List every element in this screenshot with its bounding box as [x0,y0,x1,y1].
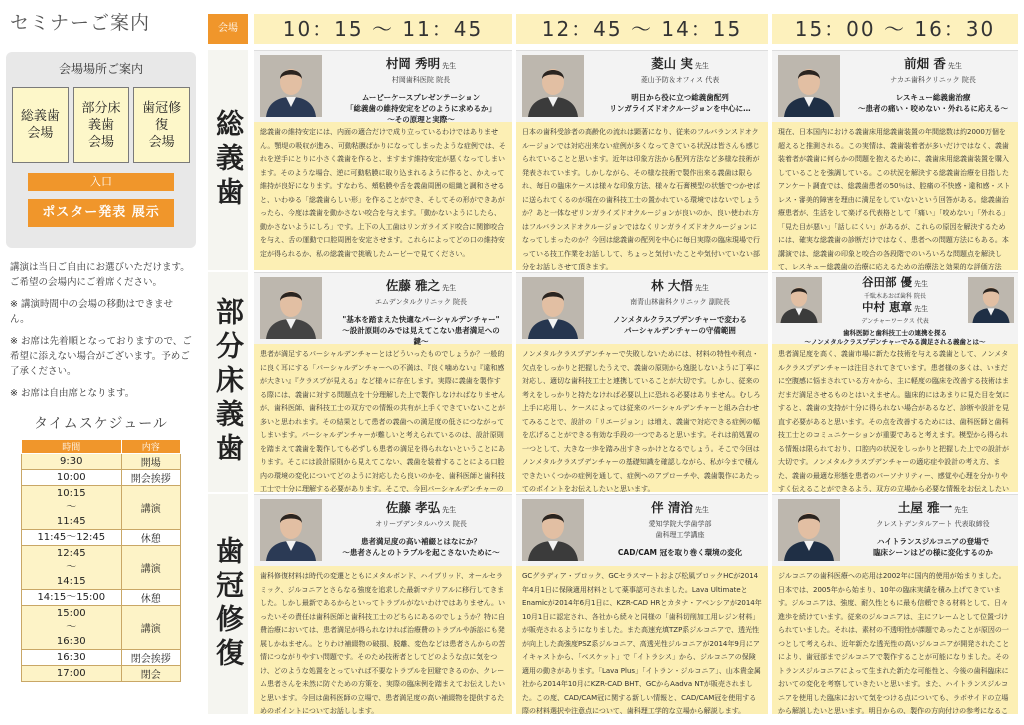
schedule-row [22,590,181,606]
lecture-abstract: 総義歯の維持安定には、内面の適合だけで成り立っているわけではありません。顎堤の吸収が進み、可動粘膜ばかりになってしまったような症例では、それを逆手にとりに小さく義歯を作ると、ますます維持安定が悪くなってしまいます。そのような場合、逆に可動粘膜に取り込まれるように作ると、かえって維持が良好になります。すなわち、頬粘膜や舌を義歯周囲の組織と調和させると、いわゆる「総義歯らしい形」を作ることができ、そしてその形ができあがったら、今度は義歯を動かさない咬合を与えます。「動かないようにしたら、動かさないようにしろ」です。上下の人工歯はリンガライズド咬合に関節咬合を与え、舌の運動で口腔周囲を安定させます。これらによってどの口の維持安定が得られるか、私の総義歯で挑戦したムービーで見てください。 [254,122,512,270]
speaker-name [854,500,1012,518]
lecture-topic: 歯科医師と歯科技工士の連携を探る 〜ノンメタルクラスプデンチャーでみる満足される義歯とは〜 [804,329,986,346]
schedule-time: 16:30 [22,650,122,666]
speaker-photo [776,277,822,323]
speaker-photo [522,277,584,339]
lecture-abstract: 日本の歯科受診者の高齢化の流れは顕著になり、従来のフルバランスドオクルージョンでは対応出来ない症例が多くなってきている状況は皆さんも感じられていることと思います。近年は印象方法から配列方法など多様な技術が発表されています。しかしながら、その様な技術で製作出来る義歯は限られ、毎日の臨床ケースは様々な印象方法、様々な石膏模型の状態でつかせばに送られてくるのが現在の歯科技工士の置かれている環境ではないでしょうか？あと一体なぜリンガライズドオクルージョンが良いのか、良い使われ方はフルバランスドオクルージョンではなくリンガライズドオクルージョンになってしまったのか？今回は総義歯の配列を中心に毎日実際の臨床現場で行っている技工作業をお話しして、ちょっと気付いたことや気付いていない部分をお話しさせて頂きます。 [516,122,768,270]
schedule-time: 17:00 [22,666,122,682]
speaker-honorific: 先生 [914,280,928,288]
lecture-topic: 明日から役に立つ総義歯配列 リンガライズドオクルージョンを中心に… [609,93,751,113]
seminar-title: セミナーご案内 [10,12,151,34]
speaker-header [516,494,768,566]
schedule-row [22,650,181,666]
speaker-photo [522,55,584,117]
session-card[interactable] [254,50,512,270]
lecture-topic: レスキュー総義歯治療 〜患者の痛い・咬めない・外れるに応える〜 [858,93,1008,113]
venue-header-label: 会場 [208,14,248,44]
time-slot-2: 12：45 〜 14：15 [516,14,768,44]
speaker-photo [968,277,1014,323]
speaker-name [828,301,962,316]
speaker-name-text: 林 大悟 [651,278,693,293]
schedule-row [22,666,181,682]
session-card[interactable] [254,272,512,492]
note-item: ※ 講演時間中の会場の移動はできません。 [10,299,173,325]
row-label-full-denture [208,50,248,270]
notes [6,260,196,401]
poster-exhibit-label: ポスター発表 展示 [28,199,174,227]
schedule-body [22,454,181,682]
lecture-abstract: 患者満足度を高く、義歯市場に新たな技術を与える義歯として、ノンメタルクラスプデンチャーは注目されてきています。患者様の多くは、いまだに空腹感に悩まされている方々から、主に軽度の臨床を改善する技術はまだまだ満足させるものとはいえません。臨床的にはあまりに見た目を気にすると、義歯の支持が十分に得られない場合があるなど、診断や設計を見直す必要があると思います。その点を改善するためには、歯科医師と歯科技工士とのコミュニケーションが重要であると考えます。模型から得られる情報は限られており、口腔内の状況をしっかりと把握した上での設計が大切です。ノンメタルクラスプデンチャーの適応症や設計の考え方、また、義歯の最適な形態を患者のパーソナリティー、感覚や心理を分かりやすく伝えることができるよう、双方の立場から必要な情報をお伝えしたい [772,344,1018,492]
schedule-time: 10:00 [22,470,122,486]
speaker-header [772,50,1018,122]
speaker-honorific: 先生 [954,506,969,514]
lecture-abstract: 患者が満足するパーシャルデンチャーとはどういったものでしょうか？一般的に良く耳にする「パーシャルデンチャーへの不満は、『良く噛めない』『違和感が大きい』『クラスプが見える』など様々に存在します。実際に義歯を製作する際には、義歯に対する問題点を十分理解した上で製作しなければなりませんが、歯科医師、歯科技工士の双方での情報の共有が上手くできていないことが多いと思われます。その結果として患者の義歯への満足度の低さにつながってしまいます。パーシャルデンチャーが難しいと考えられているのは、設計原則を踏まえて義歯を製作しても必ずしも患者の満足を得られないということにあります。そこには設計原則から見えてこない、義歯を装着することによる口腔内の環境の変化についてどのように対応したら良いのかを、歯科医師と歯科技工士で十分に理解する必要があります。そこで、今回パーシャルデンチャーの [254,344,512,492]
lecture-topic: ムービーケースプレゼンテーション 「総義歯の維持安定をどのように求めるか」 〜その原理と実際〜 [346,93,496,124]
schedule-content: 講演 [121,606,180,650]
left-panel [6,8,196,720]
speaker-affiliation: デンチャーワークス 代表 [861,318,929,325]
speaker-affiliation: エムデンタルクリニック 院長 [374,298,468,306]
speaker-header [516,272,768,344]
speaker-honorific: 先生 [947,62,962,70]
schedule-time: 12:45 〜 14:15 [22,546,122,590]
entrance-label: 入口 [28,173,174,191]
speaker-name [336,56,506,74]
schedule-time: 15:00 〜 16:30 [22,606,122,650]
schedule-header-content: 内容 [121,440,180,454]
row-label-partial-denture [208,272,248,492]
session-card[interactable] [772,494,1018,714]
lecture-abstract: GCグラディア・ブロック、GCセラスマートおよび松風ブロックHCが2014年4月1日に保険適用材料として薬事認可されました。Lava UltimateとEnamicが2014年6月1日に、KZR-CAD HRとカタナ・アベンシアが2014年10月1日に認定され、各社から続々と同様の「歯科切削加工用レジン材料」が販売されるようになりました。また高速充填TZP系ジルコニアで、透光性が向上した高強度PSZ系ジルコニア、高透光性ジルコニアが2014年9月にアイキャストから、「ベスケット」で「イトラシス」から、ジルコニアの保険適用の動きがあります。「Lava Plus」「イトラン・ジルコニア」、山本貴金属社から2014年10月にKZR-CAD BHT、GCからAadva NTが販売されました。この度、CAD/CAM冠に関する新しい情報と、CAD/CAM冠を使用する際の材料選択や注意点について、歯科理工学的な立場から解説します。 [516,566,768,714]
row-label-text: 部分床義歯 [212,297,245,467]
schedule-row [22,530,181,546]
speaker-name-text: 前畑 香 [904,56,946,71]
lecture-abstract: 現在、日本国内における義歯床用総義歯装置の年間総数は約2000万個を超えると推測される。この実情は、義歯装着者が多いだけではなく、義歯装着者が義歯に何らかの問題を抱えるために、義歯床用総義歯装置を購入していることを強調している。この状況を解決する総義歯治療を目指したアンケート調査では、総義歯患者の50％は、腔痛の不快感・違和感・ストレス・審美的障害を理由に満足をしていないという回答がある。総義歯治療患者が、生活をして楽げる代表格として「痛い」「咬めない」「外れる」「見た目が悪い」「話しにくい」があるが、これらの原因を解決するためには、確実な総義歯の診断だけではなく、患者への問題方法にもある。本講演では、総義歯の印象と咬合の各段階でのいろいろな問題点を解決して、レスキュー総義歯の治療に応えるための治療法と効果的な評価方法 [772,122,1018,270]
speaker-affiliation: クレストデンタルアート 代表取締役 [876,520,990,528]
speaker-header [516,50,768,122]
schedule-content: 講演 [121,546,180,590]
speaker-name [336,500,506,518]
speaker-honorific: 先生 [694,62,709,70]
speaker-name-text: 村岡 秀明 [385,56,441,71]
session-card[interactable] [516,272,768,492]
speaker-name [854,56,1012,74]
speaker-header [254,494,512,566]
lecture-abstract: ジルコニアの歯科医療への応用は2002年に国内的使用が始まりました。日本では、2005年から始まり、10年の臨床実績を積み上げてきています。ジルコニアは、強度、耐久性ともに最も信頼できる材料として、日々進歩を続けています。従来のジルコニアは、主にフレームとして位置づけられていました。それは、素材の不透明性が課題であったことが原因の一つとして考えられ、近年新たな透光性の高いジルコニアが開発されたことにより、歯冠部までジルコニアで製作することが可能になりました。そのトランスジルコニアによって生まれた新たな可能性と、今後の歯科臨床においての変化を考察していきたいと思います。また、ハイトランスジルコニアを使用した臨床において気をつける点についても、ラボサイドの立場から解説したいと思います。明日からの、製作の方向付けの参考になるこ [772,566,1018,714]
schedule-content: 講演 [121,486,180,530]
speaker-affiliation: 千駄木あおば歯科 院長 [864,293,926,300]
speaker-photo [778,499,840,561]
schedule-row [22,486,181,530]
schedule-row [22,470,181,486]
row-label-text: 総義歯 [212,109,245,211]
schedule-table [21,439,181,682]
speaker-affiliation: 愛知学院大学歯学部 歯科理工学講座 [648,520,712,539]
speaker-honorific: 先生 [442,506,457,514]
speaker-header [254,272,512,344]
session-card[interactable] [772,272,1018,492]
speaker-photo [260,499,322,561]
speaker-honorific: 先生 [694,284,709,292]
lecture-topic: ノンメタルクラスプデンチャーで変わる パーシャルデンチャーの守備範囲 [613,315,747,335]
schedule-content: 開会挨拶 [121,470,180,486]
lecture-topic: "基本を踏まえた快適なパーシャルデンチャー" 〜設計原則のみでは見えてこない患者満足への鍵〜 [342,315,500,346]
speaker-honorific: 先生 [914,305,928,313]
speaker-header [254,50,512,122]
venue-map [6,52,196,248]
lecture-topic: 患者満足度の高い補綴とはなにか？ 〜患者さんとのトラブルを起こさないために〜 [342,537,500,557]
schedule-content: 休憩 [121,530,180,546]
speaker-photo [260,55,322,117]
speaker-affiliation: オリーブデンタルハウス 院長 [375,520,467,528]
note-item: 講演は当日ご自由にお選びいただけます。ご希望の会場内にご着席ください。 [10,262,190,288]
speaker-header [772,494,1018,566]
schedule-row [22,454,181,470]
note-item: ※ お席は先着順となっておりますので、ご希望に添えない場合がございます。予めご了承ください。 [10,336,192,377]
schedule-content: 閉会挨拶 [121,650,180,666]
speaker-affiliation: 南青山林歯科クリニック 副院長 [630,298,730,306]
speaker-names [828,276,962,326]
speaker-affiliation: 菱山予防＆オフィス 代表 [640,76,720,84]
schedule-time: 10:15 〜 11:45 [22,486,122,530]
session-card[interactable] [254,494,512,714]
row-label-text: 歯冠修復 [212,536,245,672]
lecture-abstract: 歯科修復材料は時代の変遷とともにメタルボンド、ハイブリッド、オールセラミック、ジルコニアとさらなる強度を追求した最新マテリアルに移行してきました。しかし最新であるからといってトラブルがないわけではありません。いったいその責任は歯科医師と歯科技工士のどちらにあるのでしょうか？特に自費治療においては、患者満足が得られなければ治療費のトラブルや訴訟にも発展しかねません。とりわけ補綴物の破損、脱離、変色などは患者さんからの苦情につながりやすい問題です。そのため技術者としてどのような点に気をつけ、どのような処置をとっていれば不要なトラブルを回避できるのか、クレーム患者さんを未然に防ぐための方策を、実際の臨床例を踏まえてお伝えしたいと思います。今回は歯科医師の立場で、患者満足度の高い補綴物を提供するためのポイントについてお話しします。 [254,566,512,714]
lecture-topic: ハイトランスジルコニアの登場で 臨床シーンはどの様に変化するのか [873,537,993,557]
schedule-content: 休憩 [121,590,180,606]
speaker-header [772,272,1018,344]
schedule-time: 9:30 [22,454,122,470]
hall-full-denture[interactable]: 総義歯 会場 [12,87,69,163]
schedule-title: タイムスケジュール [34,416,168,432]
schedule-time: 14:15〜15:00 [22,590,122,606]
hall-partial-denture[interactable]: 部分床 義歯 会場 [73,87,130,163]
note-item: ※ お席は自由席となります。 [10,388,135,399]
session-card[interactable] [772,50,1018,270]
time-slot-3: 15：00 〜 16：30 [772,14,1018,44]
lecture-topic: CAD/CAM 冠を取り巻く環境の変化 [617,548,743,557]
speaker-name [598,278,762,296]
schedule-row [22,546,181,590]
speaker-name-text: 菱山 実 [651,56,693,71]
speaker-name [336,278,506,296]
speaker-name-text: 谷田部 優 [861,275,912,289]
speaker-name-text: 佐藤 孝弘 [385,500,441,515]
schedule-time: 11:45〜12:45 [22,530,122,546]
time-slot-1: 10：15 〜 11：45 [254,14,512,44]
speaker-honorific: 先生 [442,62,457,70]
hall-crown-restoration[interactable]: 歯冠修復 会場 [133,87,190,163]
speaker-name [598,500,762,518]
speaker-name [828,276,962,291]
session-card[interactable] [516,494,768,714]
speaker-name [598,56,762,74]
schedule-row [22,606,181,650]
session-card[interactable] [516,50,768,270]
speaker-affiliation: ナカエ歯科クリニック 院長 [890,76,976,84]
speaker-name-text: 土屋 雅一 [897,500,953,515]
speaker-photo [260,277,322,339]
speaker-name-text: 伴 清治 [651,500,693,515]
schedule-content: 閉会 [121,666,180,682]
lecture-abstract: ノンメタルクラスプデンチャーで失敗しないためには、材料の特性や利点・欠点をしっかりと把握したうえで、義歯の原則から逸脱しないように丁寧に対応し、適切な歯科技工士と連携していることが大切です。しかし、従来の考えをしっかりと持たなければ必要以上に恐れる必要はありません。むしろ上手に応用し、ケースによっては従来のパーシャルデンチャーと組み合わせてみることで、設計の「リエージョン」は増え、義歯で対応できる症例の幅を広げることができる有効な手段の一つであると思います。それは前処置の一つとして、大きな一歩を踏み出すきっかけとなるでしょう。そこで今回はノンメタルクラスプデンチャーの基礎知識を確認しながら、私が今まで積んできたいくつかの症例を通して、症例へのアプローチや、義歯製作にあたってのポイントをお伝えしたいと思います。 [516,344,768,492]
speaker-affiliation: 村岡歯科医院 院長 [391,76,451,84]
schedule-content: 開場 [121,454,180,470]
row-label-crown-restoration [208,494,248,714]
speaker-photo [522,499,584,561]
speaker-name-text: 中村 恵章 [861,300,912,314]
schedule-header-time: 時間 [22,440,122,454]
speaker-honorific: 先生 [694,506,709,514]
venue-map-title: 会場場所ご案内 [58,62,143,76]
speaker-honorific: 先生 [442,284,457,292]
speaker-name-text: 佐藤 雅之 [385,278,441,293]
speaker-photo [778,55,840,117]
